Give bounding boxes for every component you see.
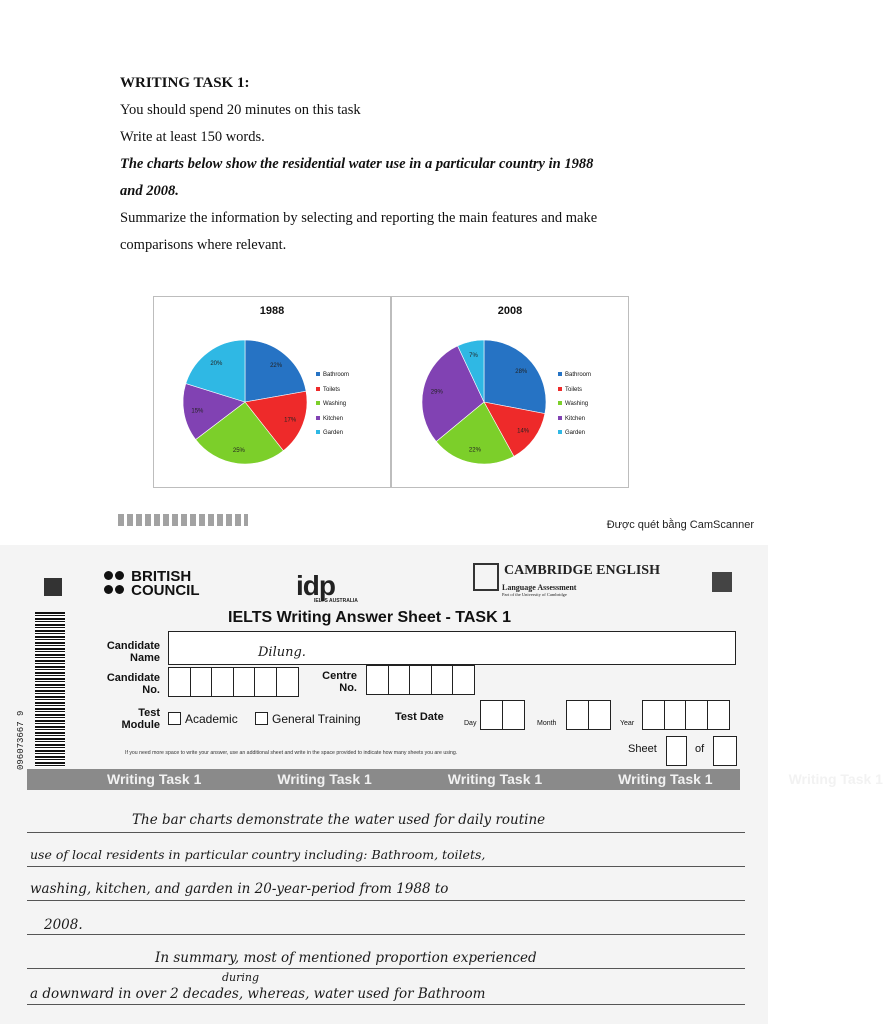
barcode-number: 096073667 9 (16, 710, 26, 770)
legend-2008 (558, 368, 591, 441)
legend-item (316, 397, 349, 412)
legend-swatch (316, 401, 320, 405)
legend-item (558, 412, 591, 427)
of-label: of (695, 743, 705, 755)
label-line: No. (339, 682, 357, 694)
essay-line-4: 2008. (44, 917, 83, 933)
year-label: Year (620, 720, 635, 727)
sheet-total-field[interactable] (713, 736, 737, 766)
centre-no-label (305, 670, 357, 694)
ruled-line (27, 968, 745, 969)
legend-swatch (558, 430, 562, 434)
legend-label: Kitchen (565, 415, 586, 422)
legend-swatch (558, 372, 562, 376)
task-prompt-2: and 2008. (120, 183, 179, 199)
strip-label: Writing Task 1 (447, 771, 543, 787)
legend-item (316, 368, 349, 383)
registration-mark-left (44, 578, 62, 596)
pie-label-garden: 7% (469, 352, 478, 359)
legend-item (558, 397, 591, 412)
candidate-name-label (92, 640, 160, 664)
academic-option[interactable] (168, 712, 238, 726)
legend-item (558, 426, 591, 441)
ruled-line (27, 1004, 745, 1005)
task-time: You should spend 20 minutes on this task (120, 102, 361, 118)
legend-label: Toilets (565, 386, 583, 393)
idp-logo-text: idp (296, 570, 335, 601)
pie-label-toilets: 17% (284, 417, 297, 424)
academic-label: Academic (185, 712, 238, 726)
strip-label: Writing Task 1 (277, 771, 372, 787)
pie-svg-2008 (392, 297, 628, 487)
pie-chart-1988 (153, 296, 391, 488)
legend-item (316, 412, 349, 427)
candidate-name-field[interactable] (168, 631, 736, 665)
pie-label-garden: 20% (210, 361, 223, 368)
chart-title: 2008 (497, 305, 523, 317)
legend-swatch (316, 387, 320, 391)
essay-line-6-insert: during (222, 971, 260, 984)
idp-sub: IELTS AUSTRALIA (314, 598, 358, 604)
bc-line-1: BRITISH (131, 568, 192, 585)
task-instruction-1: Summarize the information by selecting and reporting the main features and make (120, 210, 598, 226)
month-label: Month (537, 720, 557, 727)
ruled-line (27, 900, 745, 901)
legend-1988 (316, 368, 349, 441)
strip-label: Writing Task 1 (107, 771, 202, 787)
task-prompt-1: The charts below show the residential water use in a particular country in 1988 (120, 156, 594, 172)
candidate-no-field[interactable] (168, 667, 297, 697)
pie-label-washing: 25% (232, 447, 245, 454)
qr-mark-right (712, 572, 732, 592)
british-council-dots-icon (103, 570, 127, 598)
legend-swatch (558, 416, 562, 420)
legend-label: Garden (323, 430, 344, 436)
cutoff-heading (118, 512, 248, 518)
candidate-name-value: Dilung. (258, 645, 306, 660)
british-council-logo (103, 570, 200, 598)
label-line: No. (142, 684, 160, 696)
cambridge-sub: Language Assessment (502, 583, 577, 592)
label-line: Name (130, 652, 160, 664)
sheet-number-field[interactable] (666, 736, 687, 766)
year-field[interactable] (642, 700, 728, 730)
legend-label: Bathroom (323, 372, 350, 378)
legend-label: Toilets (323, 386, 341, 393)
task-instruction-2: comparisons where relevant. (120, 237, 287, 253)
pie-label-bathroom: 22% (270, 362, 283, 369)
legend-label: Washing (323, 401, 347, 407)
academic-checkbox[interactable] (168, 712, 181, 725)
scanner-watermark: Được quét bằng CamScanner (606, 519, 754, 531)
ruled-line (27, 934, 745, 935)
general-training-checkbox[interactable] (255, 712, 268, 725)
day-label: Day (464, 720, 477, 727)
day-field[interactable] (480, 700, 523, 730)
idp-logo (296, 570, 358, 604)
general-training-option[interactable] (255, 712, 361, 726)
pie-label-kitchen: 29% (430, 389, 443, 396)
general-training-label: General Training (272, 712, 361, 726)
task-instructions (120, 70, 680, 259)
writing-task-strip (27, 769, 883, 790)
legend-swatch (558, 387, 562, 391)
cambridge-logo (473, 563, 660, 597)
legend-label: Bathroom (565, 372, 592, 378)
essay-line-2: use of local residents in particular country including: Bathroom, toilets, (30, 847, 486, 862)
task-word-count: Write at least 150 words. (120, 129, 265, 145)
essay-line-5: In summary, most of mentioned proportion experienced (155, 950, 537, 966)
pie-slice-bathroom (484, 340, 546, 414)
barcode (35, 612, 65, 767)
pie-chart-2008 (391, 296, 629, 488)
task-heading: WRITING TASK 1: (120, 75, 250, 91)
chart-title: 1988 (259, 305, 285, 317)
extra-space-note: If you need more space to write your answer, use an additional sheet and write in the space provided to indicate how many sheets you are using. (125, 750, 458, 756)
cambridge-title: CAMBRIDGE ENGLISH (504, 563, 660, 578)
legend-swatch (316, 416, 320, 420)
legend-item (558, 383, 591, 398)
legend-swatch (316, 430, 320, 434)
test-date-label: Test Date (395, 711, 444, 723)
legend-label: Garden (565, 430, 586, 436)
label-line: Candidate (106, 640, 160, 652)
pie-label-bathroom: 28% (515, 369, 528, 376)
ruled-line (27, 832, 745, 833)
pie-svg-1988 (154, 297, 390, 487)
essay-line-3: washing, kitchen, and garden in 20-year-period from 1988 to (30, 881, 449, 897)
sheet-label: Sheet (628, 743, 657, 755)
legend-swatch (558, 401, 562, 405)
strip-label: Writing Task 1 (788, 771, 883, 787)
essay-line-1: The bar charts demonstrate the water used for daily routine (132, 812, 546, 828)
strip-label: Writing Task 1 (618, 771, 713, 787)
essay-line-6: a downward in over 2 decades, whereas, water used for Bathroom (30, 986, 486, 1002)
legend-label: Kitchen (323, 415, 344, 422)
legend-item (558, 368, 591, 383)
test-module-label (100, 707, 160, 731)
bc-line-2: COUNCIL (131, 582, 200, 599)
pie-label-toilets: 14% (517, 428, 530, 435)
pie-label-washing: 22% (468, 447, 481, 454)
cambridge-crest-icon (473, 563, 499, 591)
legend-item (316, 426, 349, 441)
pie-label-kitchen: 15% (191, 408, 204, 415)
ruled-line (27, 866, 745, 867)
label-line: Centre (322, 670, 357, 682)
label-line: Candidate (106, 672, 160, 684)
centre-no-field[interactable] (366, 665, 474, 695)
cambridge-sub2: Part of the University of Cambridge (502, 592, 567, 597)
legend-label: Washing (565, 401, 589, 407)
label-line: Test (138, 707, 160, 719)
label-line: Module (121, 719, 160, 731)
sheet-title: IELTS Writing Answer Sheet - TASK 1 (228, 609, 511, 626)
legend-swatch (316, 372, 320, 376)
candidate-no-label (92, 672, 160, 696)
legend-item (316, 383, 349, 398)
month-field[interactable] (566, 700, 609, 730)
